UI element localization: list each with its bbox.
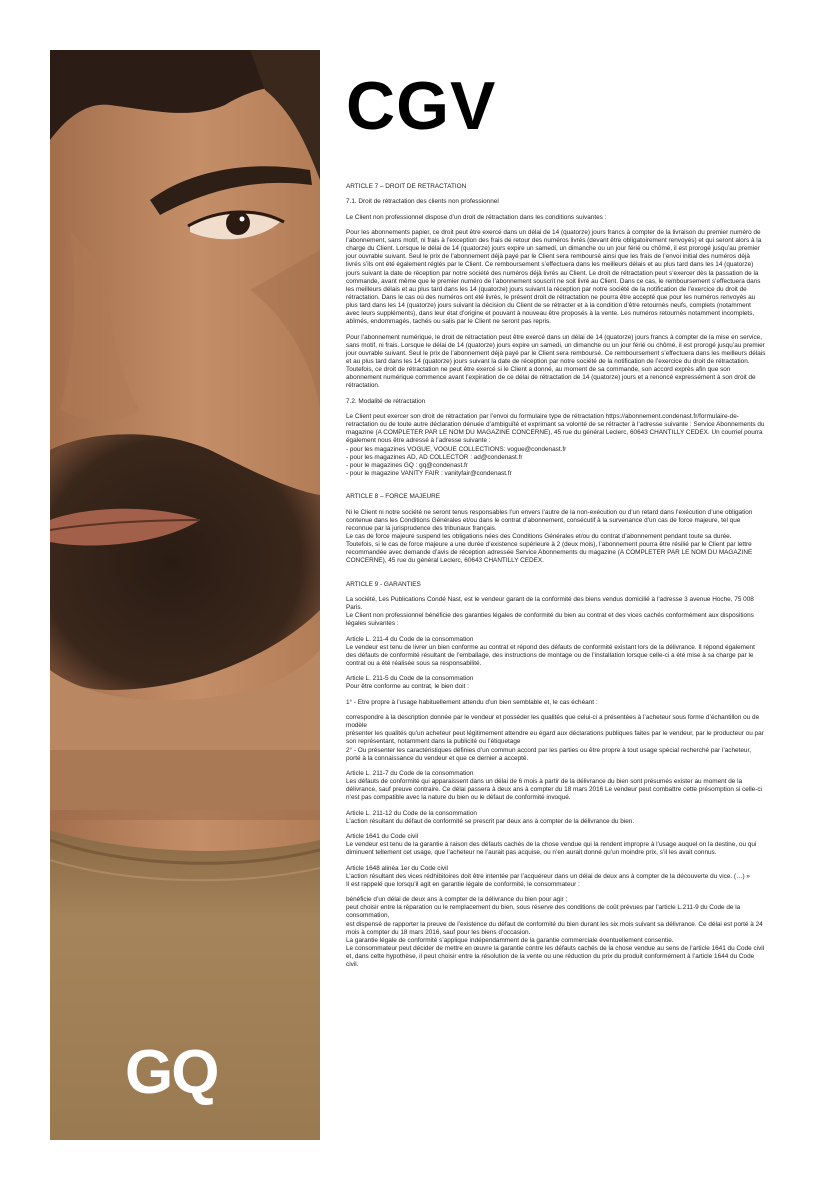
article9-paragraph: Article L. 211-5 du Code de la consommation Pour être conforme au contrat, le bien doit :: [346, 675, 474, 691]
terms-content: [346, 183, 766, 977]
article9-paragraph: La société, Les Publications Condé Nast, est le vendeur garant de la conformité des biens vendus domicilié à l’adresse 3 avenue Hoche, 75 008 Paris. Le Client non professionnel bénéficie des garanties légales de conformité du bien au contrat et des vices cachés conformément aux dispositions légales suivantes :: [346, 595, 754, 628]
cover-photo: [50, 50, 320, 1140]
article7-paragraph: Le Client non professionnel dispose d’un droit de rétractation dans les conditions suivantes :: [346, 213, 607, 221]
page-title: CGV: [346, 68, 497, 144]
article8-heading: ARTICLE 8 – FORCE MAJEURE: [346, 493, 440, 501]
article7-2-title: 7.2. Modalité de rétractation: [346, 397, 426, 405]
article9-paragraph: bénéficie d’un délai de deux ans à compter de la délivrance du bien pour agir ; peut choisir entre la réparation ou le remplacement du bien, sous réserve des conditions de coût prévues par l’article L.211-9 du Code de la consommation, est dispensé de rapporter la preuve de l’existence du défaut de conformité du bien durant les six mois suivant sa délivrance. Ce délai est porté à 24 mois à compter du 18 mars 2016, sauf pour les biens d’occasion. La garantie légale de conformité s’applique indépendamment de la garantie commerciale éventuellement consentie. Le consommateur peut décider de mettre en œuvre la garantie contre les défauts cachés de la chose vendue au sens de l’article 1641 du Code civil et, dans cette hypothèse, il peut choisir entre la résolution de la vente ou une réduction du prix du produit conformément à l’article 1644 du Code civil.: [346, 896, 765, 969]
article9-heading: ARTICLE 9 - GARANTIES: [346, 580, 421, 588]
article9-paragraph: Article L. 211-4 du Code de la consommation Le vendeur est tenu de livrer un bien conforme au contrat et répond des défauts de conformité existant lors de la délivrance. Il répond également des défauts de conformité résultant de l’emballage, des instructions de montage ou de l’installation lorsque celle-ci a été mise à sa charge par le contrat ou a été réalisée sous sa responsabilité.: [346, 635, 755, 667]
article9-paragraph: Article 1641 du Code civil Le vendeur est tenu de la garantie à raison des défauts cachés de la chose vendue qui la rendent impropre à l’usage auquel on la destine, ou qui diminuent tellement cet usage, que l’acheteur ne l’aurait pas acquise, ou n’en aurait donné qu’un moindre prix, s’il les avait connus.: [346, 833, 757, 857]
article9-paragraph: Article L. 211-12 du Code de la consommation L’action résultant du défaut de conformité se prescrit par deux ans à compter de la délivrance du bien.: [346, 809, 635, 825]
article9-paragraph: Article L. 211-7 du Code de la consommation Les défauts de conformité qui apparaissent dans un délai de 6 mois à partir de la délivrance du bien sont présumés exister au moment de la délivrance, sauf preuve contraire. Ce délai passera à deux ans à compter du 18 mars 2016 Le vendeur peut combattre cette présomption si celle-ci n’est pas compatible avec la nature du bien ou le défaut de conformité invoqué.: [346, 769, 762, 802]
article7-paragraph: Le Client peut exercer son droit de rétractation par l’envoi du formulaire type de rétractation https://abonnement.condenast.fr/formulaire-de-retractation ou de toute autre déclaration dénuée d’ambiguïté et exprimant sa volonté de se rétracter à l’adresse suivante : Service Abonnements du magazine (A COMPLETER PAR LE NOM DU MAGAZINE CONCERNE), 45 rue du général Leclerc, 60643 CHANTILLY CEDEX. Un courriel pourra également nous être adressé à l’adresse suivante : - pour les magazines VOGUE, VOGUE COLLECTIONS: vogue@condenast.fr - pour les magazines AD, AD COLLECTOR : ad@condenast.fr - pour le magazines GQ : gq@condenast.fr - pour le magazine VANITY FAIR : vanityfair@condenast.fr: [346, 413, 765, 477]
article7-paragraph: Pour l’abonnement numérique, le droit de rétractation peut être exercé dans un délai de 14 (quatorze) jours francs à compter de la mise en service, sans motif, ni frais. Lorsque le délai de 14 (quatorze) jours expire un samedi, un dimanche ou un jour férié ou chômé, il est prorogé jusqu’au premier jour ouvrable suivant. Seul le prix de l’abonnement déjà payé par le Client sera remboursé. Ce remboursement s’effectuera dans les meilleurs délais et au plus tard dans les 14 (quatorze) jours suivant la date de réception par notre société de la notification de l’exercice du droit de rétractation. Toutefois, ce droit de rétractation ne peut être exercé si le Client a donné, au moment de sa commande, son accord exprès afin que son abonnement numérique commence avant l’expiration de ce délai de rétractation de 14 (quatorze) jours et a renoncé expressément à son droit de rétractation.: [346, 333, 766, 390]
article8-paragraph: Ni le Client ni notre société ne seront tenus responsables l’un envers l’autre de la non-exécution ou d’un retard dans l’exécution d’une obligation contenue dans les Conditions Générales et/ou dans le contrat d’abonnement, consécutif à la survenance d’un cas de force majeure, tel que reconnue par la jurisprudence des tribunaux français. Le cas de force majeure suspend les obligations nées des Conditions Générales et/ou du contrat d’abonnement pendant toute sa durée. Toutefois, si le cas de force majeure a une durée d’existence supérieure à 2 (deux mois), l’abonnement pourra être résilié par le Client par lettre recommandée avec demande d’avis de réception adressée Service Abonnements du magazine (A COMPLETER PAR LE NOM DU MAGAZINE CONCERNE), 45 rue du général Leclerc, 60643 CHANTILLY CEDEX.: [346, 508, 753, 565]
article7-paragraph: Pour les abonnements papier, ce droit peut être exercé dans un délai de 14 (quatorze) jours francs à compter de la livraison du premier numéro de l’abonnement, sans motif, ni frais à l’exception des frais de retour des numéros livrés (devant être obligatoirement renvoyés) et qui seront alors à la charge du Client. Lorsque le délai de 14 (quatorze) jours expire un samedi, un dimanche ou un jour férié ou chômé, il est prorogé jusqu’au premier jour ouvrable suivant. Seul le prix de l’abonnement déjà payé par le Client sera remboursé ainsi que les frais de l’envoi initial des numéros déjà livrés s’ils ont été également réglés par le Client. Ce remboursement s’effectuera dans les meilleurs délais et au plus tard dans les 14 (quatorze) jours suivant la date de réception par notre société des numéros déjà livrés au Client. Le droit de rétractation peut s’exercer dès la passation de la commande, avant même que le premier numéro de l’abonnement souscrit ne soit livré au Client. Dans ce cas, le remboursement s’effectuera dans les meilleurs délais et au plus tard dans les 14 (quatorze) jours suivant la réception par notre société de la notification de l’exercice du droit de rétractation. Dans le cas où des numéros ont été livrés, le présent droit de rétractation ne pourra être accepté que pour les numéros renvoyés au plus tard dans les 14 (quatorze) jours suivant la décision du Client de se rétracter et à la condition d’être retournés neufs, complets (notamment avec leurs suppléments), dans leur état d’origine et pouvant à nouveau être proposés à la vente. Les numéros retournés notamment incomplets, abîmés, endommagés, tachés ou salis par le Client ne seront pas repris.: [346, 228, 762, 326]
article9-paragraph: correspondre à la description donnée par le vendeur et posséder les qualités que celui-ci a présentées à l’acheteur sous forme d’échantillon ou de modèle présenter les qualités qu’un acheteur peut légitimement attendre eu égard aux déclarations publiques faites par le vendeur, par le producteur ou par son représentant, notamment dans la publicité ou l’étiquetage 2° - Ou présenter les caractéristiques définies d’un commun accord par les parties ou être propre à tout usage spécial recherché par l’acheteur, porté à la connaissance du vendeur et que ce dernier a accepté.: [346, 714, 764, 762]
article7-heading: ARTICLE 7 – DROIT DE RETRACTATION: [346, 183, 467, 190]
article9-paragraph: 1° - Etre propre à l’usage habituellement attendu d’un bien semblable et, le cas échéant :: [346, 698, 598, 706]
article7-1-title: 7.1. Droit de rétractation des clients non professionnel: [346, 198, 499, 206]
article9-paragraph: Article 1648 alinéa 1er du Code civil L’action résultant des vices rédhibitoires doit être intentée par l’acquéreur dans un délai de deux ans à compter de la découverte du vice. (…) » Il est rappelé que lorsqu’il agit en garantie légale de conformité, le consommateur :: [346, 864, 750, 888]
gq-logo: GQ: [125, 1038, 218, 1107]
